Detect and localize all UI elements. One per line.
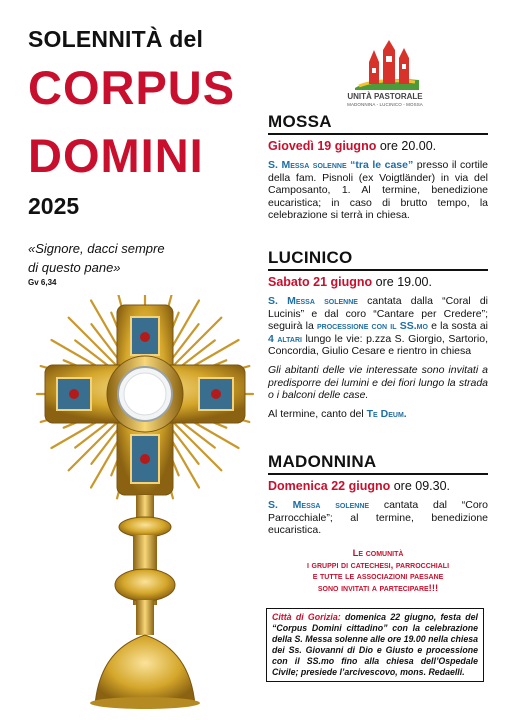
logo-name: UNITÀ PASTORALE	[347, 92, 423, 101]
date-madonnina-day: Domenica 22 giugno	[268, 479, 391, 493]
quote-line-2: di questo pane»	[28, 260, 121, 275]
desc-lucinico-1: cantata dalla “Coral di Lucinis” e dal coro “Cantare per Credere”; seguirà la	[268, 295, 489, 333]
quote-line-1: «Signore, dacci sempre	[28, 241, 165, 256]
date-madonnina	[268, 479, 488, 493]
desc-lucinico-3: lungo le vie: p.zza S. Giorgio, Sartorio, Concordia, Giulio Cesare e rientro in chiesa	[268, 332, 488, 358]
date-lucinico-time: ore 19.00.	[375, 275, 432, 289]
text-madonnina	[268, 499, 488, 537]
place-lucinico: LUCINICO	[268, 248, 353, 267]
altars: 4 altari	[268, 332, 302, 345]
date-lucinico-day: Sabato 21 giugno	[268, 275, 373, 289]
community-line-2: i gruppi di catechesi, parrocchiali	[306, 559, 450, 571]
quote-reference: Gv 6,34	[28, 278, 57, 287]
te-deum: Te Deum.	[366, 407, 407, 420]
desc-madonnina: cantata dal “Coro Parrocchiale”; al termine, benedizione eucaristica.	[268, 499, 489, 537]
divider	[268, 133, 488, 135]
pre-title: SOLENNITÀ del	[28, 26, 204, 52]
date-mossa-time: ore 20.00.	[379, 139, 437, 153]
section-mossa	[268, 112, 488, 222]
mass-mossa: S. Messa solenne	[268, 159, 347, 171]
place-mossa: MOSSA	[268, 112, 332, 131]
date-lucinico	[268, 275, 488, 289]
section-lucinico	[268, 248, 488, 420]
divider	[268, 269, 488, 271]
church-towers-logo-icon	[355, 40, 419, 90]
procession: processione con il SS.mo	[317, 320, 428, 333]
date-mossa-day: Giovedì 19 giugno	[268, 139, 377, 153]
community-line-1: Le comunità	[352, 548, 404, 559]
gorizia-notice	[266, 608, 484, 682]
community-line-4: sono invitati a partecipare!!!	[317, 582, 439, 594]
closing-lucinico	[268, 408, 488, 421]
title-domini: DOMINI	[28, 129, 204, 182]
mass-lucinico: S. Messa solenne	[268, 295, 358, 307]
gorizia-text: domenica 22 giugno, festa del “Corpus Domini cittadino” con la celebrazione della S. Messa solenne alle ore 19.00 nella chiesa dei Ss. Giovanni di Dio e Giusto e processione con il SS.mo fino alla chiesa dell’Ospedale Civile; presiede l’arcivescovo, mons. Redaelli.	[272, 612, 478, 677]
desc-lucinico-2: e la sosta ai	[431, 320, 488, 333]
text-mossa	[268, 159, 488, 222]
title-corpus: CORPUS	[28, 61, 236, 114]
divider	[268, 473, 488, 475]
desc-mossa: presso il cortile della fam. Pisnoli (ex Voigtländer) in via del Camposanto, 1. Al termine, benedizione eucaristica; in caso di brutto tempo, la celebrazione si terrà in chiesa.	[268, 159, 489, 222]
mass-note-mossa: “tra le case”	[350, 159, 414, 171]
closing-text: Al termine, canto del	[268, 407, 364, 420]
monstrance-icon	[35, 295, 260, 710]
year: 2025	[28, 193, 80, 219]
date-madonnina-time: ore 09.30.	[393, 479, 451, 493]
text-lucinico	[268, 295, 488, 358]
scripture-quote	[28, 239, 228, 277]
community-line-3: e tutte le associazioni paesane	[312, 571, 444, 582]
mass-madonnina: S. Messa solenne	[268, 499, 370, 511]
invite-lucinico: Gli abitanti delle vie interessate sono invitati a predisporre dei lumini e dei fiori lungo la strada o i balconi delle case.	[268, 363, 488, 402]
community-invitation	[268, 548, 488, 594]
logo-subtitle: MADONNINA - LUCINICO - MOSSA	[347, 102, 423, 107]
section-madonnina	[268, 452, 488, 537]
place-madonnina: MADONNINA	[268, 452, 377, 471]
date-mossa	[268, 139, 488, 153]
gorizia-city: Città di Gorizia:	[272, 612, 341, 622]
